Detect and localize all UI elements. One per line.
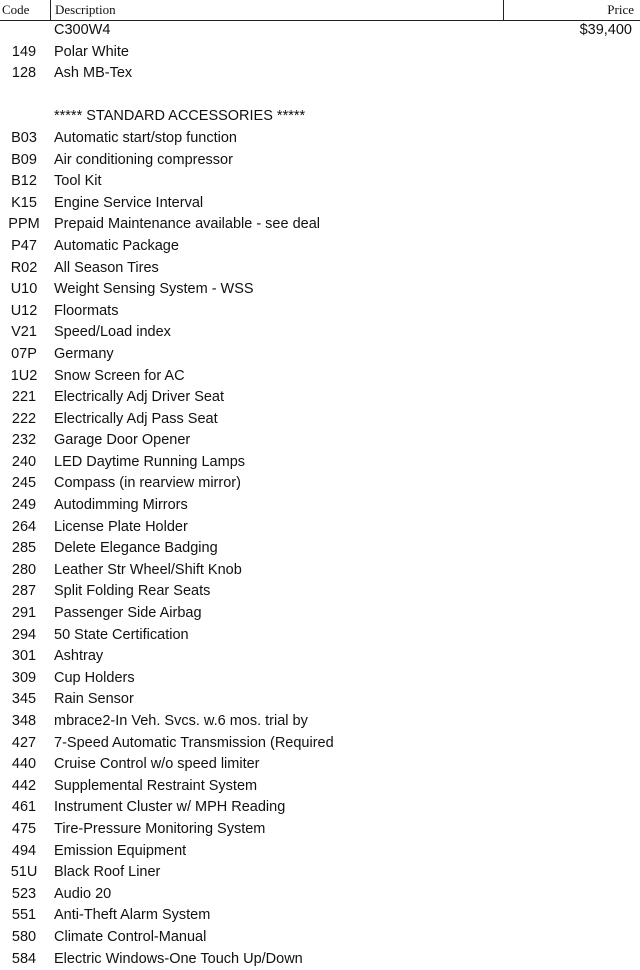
option-description: Snow Screen for AC [54, 367, 185, 384]
option-description: Automatic Package [54, 237, 179, 254]
section-header-row [0, 106, 640, 128]
description-column-header: Description [50, 0, 502, 20]
table-row [0, 884, 640, 906]
option-code: 461 [11, 799, 37, 816]
option-description: License Plate Holder [54, 518, 188, 535]
table-row [0, 538, 640, 560]
option-code: 285 [11, 540, 37, 557]
option-code: 221 [11, 389, 37, 406]
option-description: 50 State Certification [54, 626, 189, 643]
option-code: 523 [11, 885, 37, 902]
option-code: 348 [11, 713, 37, 729]
option-code: 580 [11, 928, 37, 945]
option-code: 427 [11, 734, 37, 751]
table-row [0, 581, 640, 603]
option-description: Ashtray [54, 648, 104, 665]
option-description: Polar White [54, 43, 129, 60]
option-code: PPM [8, 216, 40, 233]
model-description: C300W4 [54, 22, 111, 38]
table-row [0, 927, 640, 949]
option-code: V21 [11, 324, 37, 341]
table-row [0, 473, 640, 495]
code-column-header: Code [2, 2, 30, 17]
option-description: Instrument Cluster w/ MPH Reading [54, 799, 286, 816]
option-description: Black Roof Liner [54, 864, 161, 881]
option-description: LED Daytime Running Lamps [54, 453, 246, 470]
option-description: Electrically Adj Pass Seat [54, 410, 218, 427]
table-row [0, 150, 640, 172]
section-title: ***** STANDARD ACCESSORIES ***** [54, 108, 306, 125]
option-description: Climate Control-Manual [54, 928, 207, 945]
table-row [0, 646, 640, 668]
table-row [0, 495, 640, 517]
option-code: P47 [11, 237, 37, 254]
option-list [0, 20, 640, 970]
option-code: 475 [11, 820, 37, 837]
option-description: Electric Windows-One Touch Up/Down [54, 950, 303, 967]
table-row [0, 560, 640, 582]
table-row [0, 63, 640, 85]
table-row [0, 797, 640, 819]
table-row [0, 819, 640, 841]
table-row [0, 366, 640, 388]
table-header [0, 0, 640, 21]
option-description: Supplemental Restraint System [54, 777, 258, 794]
option-code: 280 [11, 561, 37, 578]
table-row [0, 236, 640, 258]
option-description: Automatic start/stop function [54, 129, 237, 146]
option-description: Split Folding Rear Seats [54, 583, 211, 600]
option-description: 7-Speed Automatic Transmission (Required [54, 734, 334, 751]
table-row [0, 841, 640, 863]
option-description: Compass (in rearview mirror) [54, 475, 241, 492]
option-code: 1U2 [10, 367, 38, 384]
table-row [0, 214, 640, 236]
table-row [0, 387, 640, 409]
table-row [0, 625, 640, 647]
option-code: 149 [11, 43, 37, 60]
option-code: B09 [11, 151, 37, 168]
option-code: 584 [11, 950, 37, 967]
table-row [0, 322, 640, 344]
option-code: 440 [11, 756, 37, 773]
table-row [0, 668, 640, 690]
table-row [0, 452, 640, 474]
table-row [0, 689, 640, 711]
option-code: 301 [11, 648, 37, 665]
table-row [0, 301, 640, 323]
option-code: 240 [11, 453, 37, 470]
option-description: Delete Elegance Badging [54, 540, 218, 557]
option-code: 287 [11, 583, 37, 600]
option-description: All Season Tires [54, 259, 159, 276]
option-code: B03 [11, 129, 37, 146]
option-description: Garage Door Opener [54, 432, 191, 449]
option-description: Leather Str Wheel/Shift Knob [54, 561, 242, 578]
option-code: 245 [11, 475, 37, 492]
table-row [0, 711, 640, 733]
option-description: Autodimming Mirrors [54, 497, 188, 514]
table-row [0, 733, 640, 755]
table-row [0, 171, 640, 193]
accessory-list [0, 128, 640, 970]
option-description: Emission Equipment [54, 842, 187, 859]
option-description: Cruise Control w/o speed limiter [54, 756, 260, 773]
price-column-header: Price [503, 0, 640, 20]
option-description: Floormats [54, 302, 119, 319]
option-description: Tool Kit [54, 173, 102, 190]
table-row [0, 517, 640, 539]
option-code: 345 [11, 691, 37, 708]
option-code: U12 [10, 302, 38, 319]
option-code: 222 [11, 410, 37, 427]
option-code: 551 [11, 907, 37, 924]
option-code: B12 [11, 173, 37, 190]
option-description: Rain Sensor [54, 691, 134, 708]
option-description: Cup Holders [54, 669, 135, 686]
option-description: Air conditioning compressor [54, 151, 233, 168]
option-code: 07P [11, 345, 37, 362]
table-row [0, 193, 640, 215]
option-code: 294 [11, 626, 37, 643]
option-code: 51U [10, 864, 38, 881]
option-code: 232 [11, 432, 37, 449]
table-row [0, 949, 640, 970]
option-code: 291 [11, 605, 37, 622]
table-row [0, 279, 640, 301]
option-code: 309 [11, 669, 37, 686]
option-code: K15 [11, 194, 37, 211]
table-row [0, 258, 640, 280]
option-description: Anti-Theft Alarm System [54, 907, 211, 924]
table-row [0, 42, 640, 64]
table-row [0, 430, 640, 452]
table-row [0, 905, 640, 927]
option-description: Tire-Pressure Monitoring System [54, 820, 266, 837]
option-description: Engine Service Interval [54, 194, 204, 211]
option-code: 494 [11, 842, 37, 859]
option-description: Germany [54, 345, 114, 362]
option-description: mbrace2-In Veh. Svcs. w.6 mos. trial by [54, 713, 308, 729]
option-description: Prepaid Maintenance available - see deal [54, 216, 321, 233]
table-row [0, 754, 640, 776]
option-description: Audio 20 [54, 885, 112, 902]
option-description: Ash MB-Tex [54, 65, 133, 82]
option-description: Passenger Side Airbag [54, 605, 202, 622]
base-price: $39,400 [579, 22, 632, 38]
table-row [0, 128, 640, 150]
table-row [0, 603, 640, 625]
option-code: R02 [10, 259, 38, 276]
model-row [0, 20, 640, 42]
option-code: 264 [11, 518, 37, 535]
table-row [0, 776, 640, 798]
table-row [0, 409, 640, 431]
option-description: Weight Sensing System - WSS [54, 281, 254, 298]
option-code: 128 [11, 65, 37, 82]
option-code: 249 [11, 497, 37, 514]
option-code: U10 [10, 281, 38, 298]
option-description: Speed/Load index [54, 324, 171, 341]
spacer-row [0, 85, 640, 107]
option-description: Electrically Adj Driver Seat [54, 389, 225, 406]
option-code: 442 [11, 777, 37, 794]
table-row [0, 344, 640, 366]
table-row [0, 862, 640, 884]
